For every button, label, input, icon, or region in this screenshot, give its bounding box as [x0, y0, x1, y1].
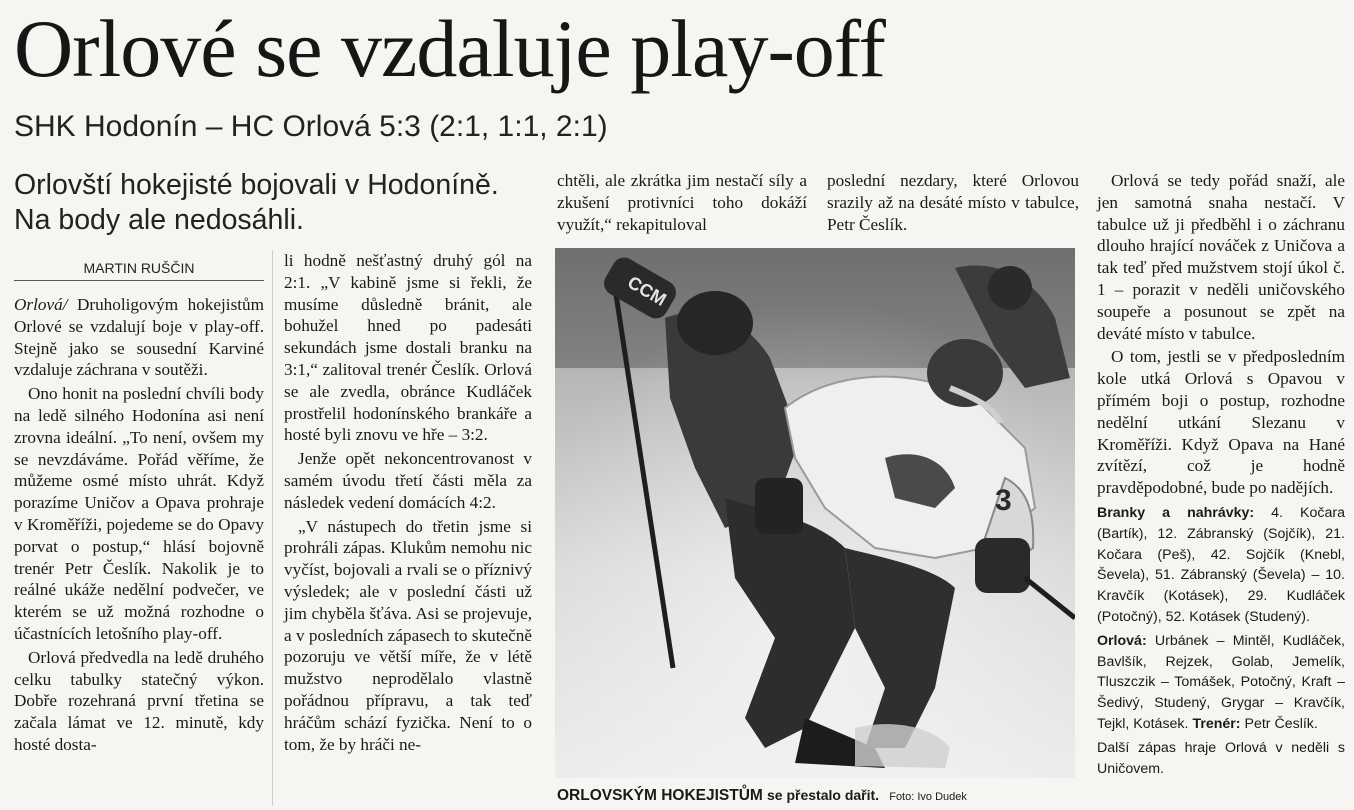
dateline: Orlová/ [14, 295, 68, 314]
article-column-1 [14, 294, 264, 756]
lineup-text: Urbánek – Mintěl, Kudláček, Bavlšík, Rejzek, Golab, Jemelík, Tluszczik – Tomášek, Potočný, Kraft – Šedivý, Studený, Grygar – Kravčík, Tejkl, Kotásek. [1097, 632, 1345, 732]
article-paragraph: chtěli, ale zkrátka jim nestačí síly a zkušení protivníci toho dokáží využít,“ rekapituloval [557, 171, 807, 234]
goals-label: Branky a nahrávky: [1097, 504, 1255, 521]
article-column-4 [827, 170, 1079, 235]
next-game-line: Další zápas hraje Orlová v neděli s Uničovem. [1097, 739, 1345, 777]
lead-line: Orlovští hokejisté bojovali v Hodoníně. [14, 169, 499, 201]
article-column-3 [557, 170, 807, 235]
goals-line [1097, 503, 1345, 628]
article-paragraph: „V nástupech do třetin jsme si prohráli zápas. Klukům nemohu nic vyčíst, bojovali a rvali se o příznivý výsledek; ale v poslední části už jim chyběla šťáva. Asi se projevuje, a v posledních zápasech to skutečně pozoruju ve větší míře, že v létě mužstvo neprodělalo vlastně pořádnou přípravu, a tak teď hráčům schází fyzička. Není to o tom, že by hráči ne- [284, 516, 532, 754]
coach-text: Petr Česlík. [1244, 715, 1318, 732]
hockey-photo [555, 248, 1075, 778]
article-paragraph: Orlová se tedy pořád snaží, ale jen samotná snaha nestačí. V tabulce už ji předběhl i o záchranu dlouho hrající nováček z Uničova a tak teď před mužstvem stojí úkol č. 1 – porazit v neděli uničovského soupeře a posunout se zpět na deváté místo v tabulce. [1097, 171, 1345, 343]
caption-label: ORLOVSKÝM HOKEJISTŮM [557, 787, 763, 804]
caption-text: se přestalo dařit. [767, 787, 880, 803]
dark-player-glove-2 [755, 478, 803, 534]
lineup-line [1097, 631, 1345, 735]
lead-line: Na body ale nedosáhli. [14, 204, 304, 236]
article-paragraph: Ono honit na poslední chvíli body na ledě silného Hodonína asi není zrovna ideální. „To není, ovšem my se nevzdáváme. Pořád věříme, že můžeme osmé místo uhrát. Když porazíme Uničov a Opava prohraje v Kroměříži, pojedeme se do Opavy porvat o postup,“ hlásí bojovně trenér Petr Česlík. Nakolik je to reálné ukáže nedělní podvečer, ve kterém se už možná rozhodne o účastnících letošního play-off. [14, 384, 264, 643]
dark-player-helmet [677, 291, 753, 355]
headline: Orlové se vzdaluje play-off [14, 3, 885, 94]
match-stats [1097, 503, 1345, 779]
article-paragraph: poslední nezdary, které Orlovou srazily až na desáté místo v tabulce, Petr Česlík. [827, 171, 1079, 234]
article-column-5 [1097, 170, 1345, 779]
paragraph-text: Druholigovým hokejistům Orlové se vzdalují boje v play-off. Stejně jako se sousední Karviné vzdaluje záchrana v soutěži. [14, 295, 264, 380]
photo-credit: Foto: Ivo Dudek [889, 791, 967, 803]
hockey-players-illustration [555, 248, 1075, 778]
goals-text: 4. Kočara (Bartík), 12. Zábranský (Sojčík), 21. Kočara (Peš), 42. Sojčík (Knebl, Ševela), 51. Zábranský (Ševela) – 10. Kravčík (Kotásek), 29. Kudláček (Potočný), 52. Kotásek (Studený). [1097, 504, 1345, 625]
match-result-subhead: SHK Hodonín – HC Orlová 5:3 (2:1, 1:1, 2:1) [14, 110, 608, 143]
byline: MARTIN RUŠČIN [14, 256, 264, 281]
article-paragraph [14, 294, 264, 381]
white-player-glove [975, 538, 1030, 593]
article-column-2 [284, 250, 532, 755]
article-paragraph: Orlová předvedla na ledě druhého celku tabulky statečný výkon. Dobře rozehraná první třetina se začala lámat ve 12. minutě, kdy hosté dosta- [14, 647, 264, 754]
background-player-helmet [988, 266, 1032, 310]
lineup-label: Orlová: [1097, 632, 1147, 649]
column-divider [272, 250, 273, 806]
coach-label: Trenér: [1192, 715, 1241, 732]
lead-paragraph [14, 168, 534, 238]
photo-caption [557, 785, 967, 807]
article-paragraph: li hodně nešťastný druhý gól na 2:1. „V kabině jsme si řekli, že musíme důsledně bránit, ale bohužel hned po padesáti sekundách jsme dostali branku na 3:1,“ zalitoval trenér Česlík. Orlová se ale zvedla, obránce Kudláček prostřelil hodonínského brankáře a hosté byli znovu ve hře – 3:2. [284, 251, 532, 445]
glove-text: CCM [624, 271, 670, 310]
article-paragraph: Jenže opět nekoncentrovanost v samém úvodu třetí části měla za následek vedení domácích 4:2. [284, 449, 532, 512]
article-paragraph: O tom, jestli se v předposledním kole utká Orlová s Opavou v přímém boji o postup, rozhodne nedělní utkání Slezanu v Kroměříži. Když Opava na Hané zvítězí, což je hodně pravděpodobné, bude po nadějích. [1097, 347, 1345, 498]
jersey-number: 3 [995, 484, 1012, 517]
